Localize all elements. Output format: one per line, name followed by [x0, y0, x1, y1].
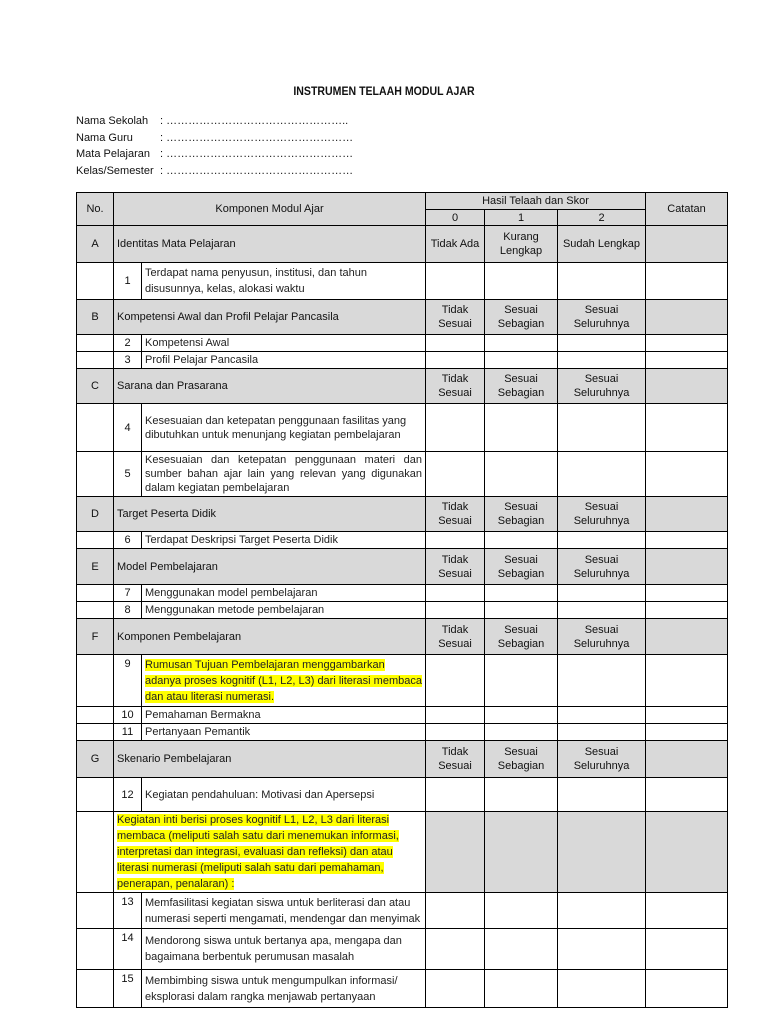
catatan-cell	[646, 812, 728, 893]
catatan-cell[interactable]	[646, 452, 728, 497]
score-cell-1[interactable]	[485, 585, 558, 602]
option-label: Sesuai Seluruhnya	[558, 497, 646, 532]
catatan-cell[interactable]	[646, 335, 728, 352]
catatan-cell[interactable]	[646, 778, 728, 812]
score-cell-2[interactable]	[558, 532, 646, 549]
header-row	[77, 193, 728, 210]
score-cell-1[interactable]	[485, 655, 558, 707]
section-letter: F	[77, 619, 114, 655]
section-letter: G	[77, 741, 114, 778]
info-label: Nama Sekolah	[76, 115, 149, 127]
document-title: INSTRUMEN TELAAH MODUL AJAR	[293, 84, 475, 98]
table-row	[77, 335, 728, 352]
blank-cell	[77, 263, 114, 300]
option-label: Sesuai Seluruhnya	[558, 549, 646, 585]
item-text: Mendorong siswa untuk bertanya apa, mengapa dan bagaimana berbentuk perumusan masalah	[142, 929, 426, 970]
catatan-cell[interactable]	[646, 497, 728, 532]
score-cell-2[interactable]	[558, 970, 646, 1008]
section-name: Model Pembelajaran	[114, 549, 426, 585]
info-row-subject	[76, 146, 353, 163]
table-row	[77, 707, 728, 724]
info-label: Kelas/Semester	[76, 164, 154, 177]
catatan-cell[interactable]	[646, 585, 728, 602]
option-label: Tidak Sesuai	[426, 549, 485, 585]
table-row	[77, 352, 728, 369]
item-text: Terdapat nama penyusun, institusi, dan tahun disusunnya, kelas, alokasi waktu	[142, 263, 426, 300]
score-cell-2[interactable]	[558, 707, 646, 724]
option-label: Sesuai Seluruhnya	[558, 300, 646, 335]
score-cell-1[interactable]	[485, 970, 558, 1008]
score-cell-2	[558, 812, 646, 893]
catatan-cell[interactable]	[646, 404, 728, 452]
item-text-highlighted	[114, 812, 426, 893]
item-text: Profil Pelajar Pancasila	[142, 352, 426, 369]
section-name: Kompetensi Awal dan Profil Pelajar Pancasila	[114, 300, 426, 335]
catatan-cell[interactable]	[646, 226, 728, 263]
option-label: Tidak Sesuai	[426, 300, 485, 335]
highlight-mark: Kegiatan inti berisi proses kognitif L1, L2, L3 dari literasi membaca (meliputi salah satu dari menemukan informasi, interpretasi dan integrasi, evaluasi dan refleksi) dan atau literasi numerasi (meliputi salah satu dari pemahaman, penerapan, penalaran) :	[117, 814, 399, 890]
item-number: 14	[114, 929, 142, 970]
info-value[interactable]: : …………………………………………..	[160, 115, 349, 127]
catatan-cell[interactable]	[646, 707, 728, 724]
item-text: Menggunakan metode pembelajaran	[142, 602, 426, 619]
score-cell-1[interactable]	[485, 352, 558, 369]
item-text-highlighted	[142, 655, 426, 707]
item-number: 8	[114, 602, 142, 619]
section-letter: D	[77, 497, 114, 532]
item-number: 4	[114, 404, 142, 452]
item-text: Kesesuaian dan ketepatan penggunaan materi dan sumber bahan ajar lain yang relevan yang digunakan dalam kegiatan pembelajaran	[142, 452, 426, 497]
header-catatan: Catatan	[646, 193, 728, 226]
catatan-cell[interactable]	[646, 655, 728, 707]
score-cell-2[interactable]	[558, 655, 646, 707]
section-name: Komponen Pembelajaran	[114, 619, 426, 655]
info-value[interactable]: : ……………………………………………	[160, 148, 354, 160]
option-label: Sesuai Sebagian	[485, 619, 558, 655]
section-row-b	[77, 300, 728, 335]
item-number: 11	[114, 724, 142, 741]
catatan-cell[interactable]	[646, 602, 728, 619]
item-number: 7	[114, 585, 142, 602]
item-text: Terdapat Deskripsi Target Peserta Didik	[142, 532, 426, 549]
info-label: Nama Guru	[76, 131, 133, 144]
catatan-cell[interactable]	[646, 532, 728, 549]
score-cell-0[interactable]	[426, 724, 485, 741]
info-value[interactable]: : ……………………………………………	[160, 164, 354, 177]
option-label: Sudah Lengkap	[558, 226, 646, 263]
score-cell-0[interactable]	[426, 452, 485, 497]
section-name: Sarana dan Prasarana	[114, 369, 426, 404]
score-cell-2[interactable]	[558, 602, 646, 619]
option-label: Tidak Ada	[426, 226, 485, 263]
score-cell-0[interactable]	[426, 707, 485, 724]
option-label: Tidak Sesuai	[426, 497, 485, 532]
score-cell-2[interactable]	[558, 352, 646, 369]
option-label: Tidak Sesuai	[426, 741, 485, 778]
section-row-c	[77, 369, 728, 404]
blank-cell	[77, 335, 114, 352]
section-row-a	[77, 226, 728, 263]
score-cell-0[interactable]	[426, 404, 485, 452]
option-label: Sesuai Sebagian	[485, 549, 558, 585]
score-cell-1[interactable]	[485, 707, 558, 724]
score-cell-1[interactable]	[485, 893, 558, 929]
catatan-cell[interactable]	[646, 300, 728, 335]
blank-cell	[77, 929, 114, 970]
item-number: 1	[114, 263, 142, 300]
catatan-cell[interactable]	[646, 352, 728, 369]
score-cell-1[interactable]	[485, 602, 558, 619]
table-row	[77, 655, 728, 707]
score-cell-2[interactable]	[558, 893, 646, 929]
item-text: Pemahaman Bermakna	[142, 707, 426, 724]
info-label: Mata Pelajaran	[76, 148, 150, 160]
blank-cell	[77, 707, 114, 724]
blank-cell	[77, 812, 114, 893]
catatan-cell[interactable]	[646, 369, 728, 404]
blank-cell	[77, 724, 114, 741]
option-label: Sesuai Sebagian	[485, 300, 558, 335]
table-row	[77, 724, 728, 741]
catatan-cell[interactable]	[646, 741, 728, 778]
section-name: Identitas Mata Pelajaran	[114, 226, 426, 263]
table-row	[77, 970, 728, 1008]
catatan-cell[interactable]	[646, 724, 728, 741]
item-number: 6	[114, 532, 142, 549]
table-row	[77, 404, 728, 452]
score-cell-0[interactable]	[426, 585, 485, 602]
identity-fields	[76, 113, 353, 179]
catatan-cell[interactable]	[646, 893, 728, 929]
table-row-inti	[77, 812, 728, 893]
score-cell-2[interactable]	[558, 263, 646, 300]
table-row	[77, 585, 728, 602]
section-name: Target Peserta Didik	[114, 497, 426, 532]
score-cell-0[interactable]	[426, 778, 485, 812]
score-cell-0[interactable]	[426, 532, 485, 549]
table-row	[77, 893, 728, 929]
header-score-0: 0	[426, 210, 485, 226]
catatan-cell[interactable]	[646, 929, 728, 970]
catatan-cell[interactable]	[646, 970, 728, 1008]
score-cell-0	[426, 812, 485, 893]
blank-cell	[77, 585, 114, 602]
blank-cell	[77, 970, 114, 1008]
section-letter: C	[77, 369, 114, 404]
item-text: Membimbing siswa untuk mengumpulkan informasi/ eksplorasi dalam rangka menjawab pertanyaan	[142, 970, 426, 1008]
score-cell-2[interactable]	[558, 335, 646, 352]
section-row-g	[77, 741, 728, 778]
table-row	[77, 532, 728, 549]
item-text: Kegiatan pendahuluan: Motivasi dan Apersepsi	[142, 778, 426, 812]
highlight-mark: Rumusan Tujuan Pembelajaran menggambarkan adanya proses kognitif (L1, L2, L3) dari literasi membaca dan atau literasi numerasi.	[145, 658, 422, 703]
score-cell-1[interactable]	[485, 929, 558, 970]
item-number: 15	[114, 970, 142, 1008]
score-cell-2[interactable]	[558, 929, 646, 970]
section-name: Skenario Pembelajaran	[114, 741, 426, 778]
option-label: Kurang Lengkap	[485, 226, 558, 263]
section-row-d	[77, 497, 728, 532]
item-text: Kompetensi Awal	[142, 335, 426, 352]
catatan-cell[interactable]	[646, 263, 728, 300]
score-cell-0[interactable]	[426, 929, 485, 970]
option-label: Sesuai Seluruhnya	[558, 619, 646, 655]
score-cell-1[interactable]	[485, 452, 558, 497]
table-row	[77, 778, 728, 812]
score-cell-1	[485, 812, 558, 893]
section-row-f	[77, 619, 728, 655]
blank-cell	[77, 532, 114, 549]
score-cell-1[interactable]	[485, 404, 558, 452]
item-number: 3	[114, 352, 142, 369]
item-number: 10	[114, 707, 142, 724]
score-cell-1[interactable]	[485, 532, 558, 549]
item-text: Kesesuaian dan ketepatan penggunaan fasilitas yang dibutuhkan untuk menunjang kegiatan pembelajaran	[142, 404, 426, 452]
info-row-teacher	[76, 130, 353, 147]
section-letter: B	[77, 300, 114, 335]
section-row-e	[77, 549, 728, 585]
option-label: Sesuai Sebagian	[485, 741, 558, 778]
header-hasil: Hasil Telaah dan Skor	[426, 193, 646, 210]
catatan-cell[interactable]	[646, 549, 728, 585]
score-cell-0[interactable]	[426, 263, 485, 300]
option-label: Tidak Sesuai	[426, 369, 485, 404]
catatan-cell[interactable]	[646, 619, 728, 655]
blank-cell	[77, 602, 114, 619]
item-text: Pertanyaan Pemantik	[142, 724, 426, 741]
section-letter: E	[77, 549, 114, 585]
blank-cell	[77, 655, 114, 707]
option-label: Sesuai Seluruhnya	[558, 741, 646, 778]
item-number: 9	[114, 655, 142, 707]
score-cell-2[interactable]	[558, 452, 646, 497]
item-text: Menggunakan model pembelajaran	[142, 585, 426, 602]
item-number: 5	[114, 452, 142, 497]
item-number: 12	[114, 778, 142, 812]
item-number: 13	[114, 893, 142, 929]
blank-cell	[77, 452, 114, 497]
score-cell-1[interactable]	[485, 724, 558, 741]
blank-cell	[77, 352, 114, 369]
info-value[interactable]: : ……………………………………………	[160, 131, 354, 144]
table-row	[77, 452, 728, 497]
table-row	[77, 263, 728, 300]
score-cell-0[interactable]	[426, 655, 485, 707]
review-table	[76, 192, 728, 1008]
header-no: No.	[77, 193, 114, 226]
header-komponen: Komponen Modul Ajar	[114, 193, 426, 226]
blank-cell	[77, 778, 114, 812]
score-cell-0[interactable]	[426, 602, 485, 619]
info-row-class	[76, 163, 353, 180]
score-cell-2[interactable]	[558, 404, 646, 452]
score-cell-1[interactable]	[485, 778, 558, 812]
table-row	[77, 929, 728, 970]
header-score-1: 1	[485, 210, 558, 226]
header-score-2: 2	[558, 210, 646, 226]
score-cell-2[interactable]	[558, 724, 646, 741]
score-cell-0[interactable]	[426, 335, 485, 352]
blank-cell	[77, 404, 114, 452]
score-cell-2[interactable]	[558, 585, 646, 602]
blank-cell	[77, 893, 114, 929]
score-cell-0[interactable]	[426, 893, 485, 929]
table-row	[77, 602, 728, 619]
option-label: Tidak Sesuai	[426, 619, 485, 655]
option-label: Sesuai Sebagian	[485, 497, 558, 532]
score-cell-2[interactable]	[558, 778, 646, 812]
score-cell-0[interactable]	[426, 970, 485, 1008]
item-number: 2	[114, 335, 142, 352]
item-text: Memfasilitasi kegiatan siswa untuk berliterasi dan atau numerasi seperti mengamati, mendengar dan menyimak	[142, 893, 426, 929]
option-label: Sesuai Seluruhnya	[558, 369, 646, 404]
section-letter: A	[77, 226, 114, 263]
info-row-school	[76, 113, 353, 130]
score-cell-1[interactable]	[485, 335, 558, 352]
score-cell-1[interactable]	[485, 263, 558, 300]
score-cell-0[interactable]	[426, 352, 485, 369]
option-label: Sesuai Sebagian	[485, 369, 558, 404]
